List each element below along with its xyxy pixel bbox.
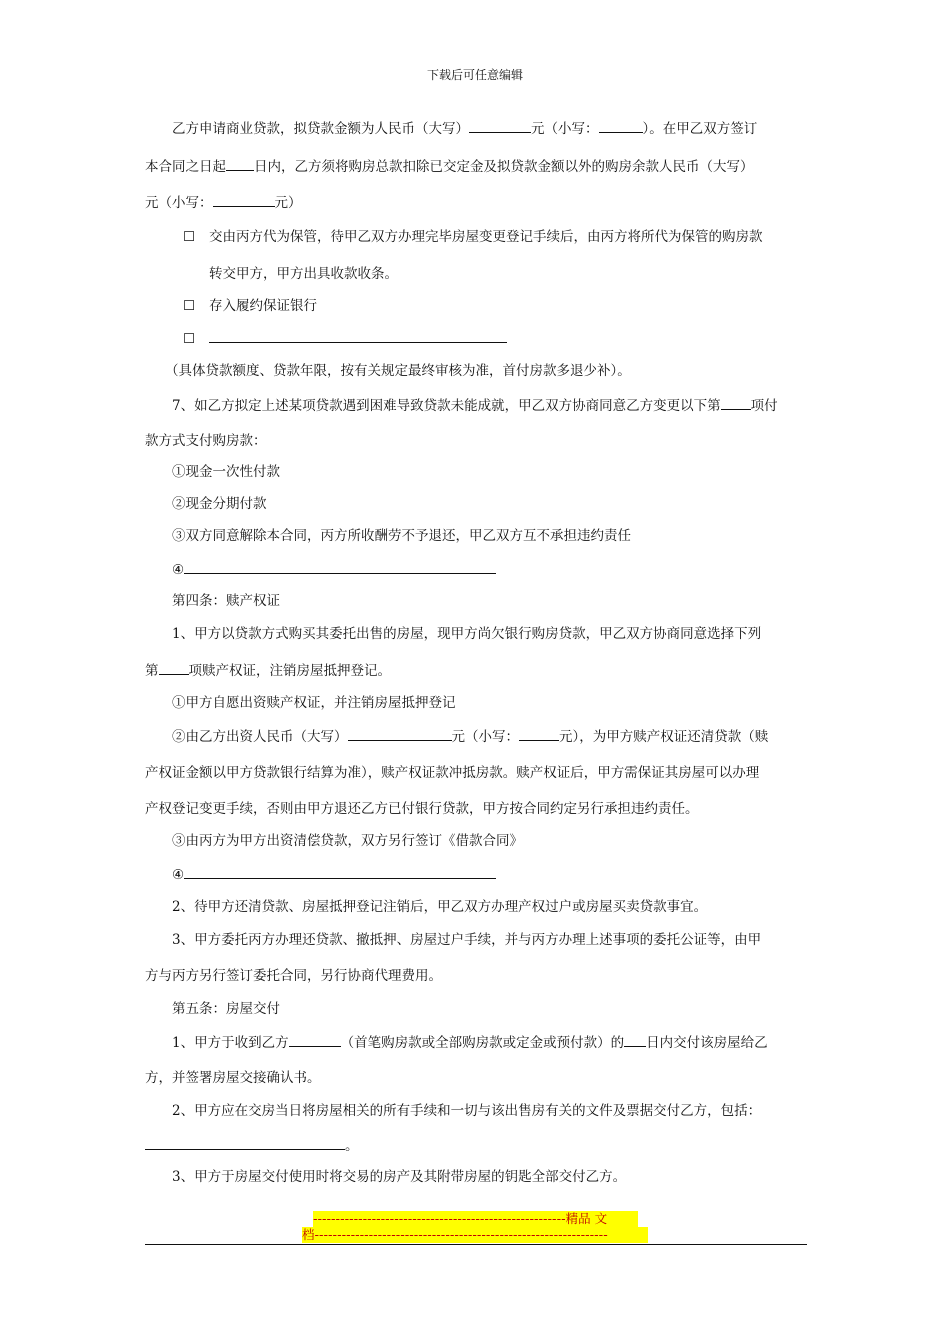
text: ④ xyxy=(172,867,185,883)
blank-field[interactable] xyxy=(289,1032,341,1047)
art5-p3: 3、甲方于房屋交付使用时将交易的房产及其附带房屋的钥匙全部交付乙方。 xyxy=(172,1169,627,1185)
option-3 xyxy=(183,328,507,349)
text: ④ xyxy=(172,562,185,578)
p1-line2 xyxy=(145,156,754,177)
art4-p1-line2 xyxy=(145,660,391,681)
text: 元（小写： xyxy=(451,729,519,745)
text: 第 xyxy=(145,663,159,679)
art5-p1-line1 xyxy=(172,1032,768,1053)
blank-field[interactable] xyxy=(519,726,559,741)
art4-option-1: ①甲方自愿出资赎产权证，并注销房屋抵押登记 xyxy=(172,695,456,711)
text: 元），为甲方赎产权证还清贷款（赎 xyxy=(559,729,769,745)
page-header: 下载后可任意编辑 xyxy=(426,68,523,82)
option-1 xyxy=(183,227,763,247)
article4-title: 第四条：赎产权证 xyxy=(172,593,280,609)
art4-p2: 2、待甲方还清贷款、房屋抵押登记注销后，甲乙双方办理产权过户或房屋买卖贷款事宜。 xyxy=(172,899,708,915)
text: （首笔购房款或全部购房款或定金或预付款）的 xyxy=(340,1035,625,1051)
checkbox-icon[interactable]: ☐ xyxy=(183,331,196,347)
art4-option-2-line3: 产权登记变更手续，否则由甲方退还乙方已付银行贷款，甲方按合同约定另行承担违约责任。 xyxy=(145,801,699,817)
p1-line3 xyxy=(145,192,302,213)
text: 元） xyxy=(274,195,302,211)
text: 项赎产权证，注销房屋抵押登记。 xyxy=(188,663,391,679)
text: 。 xyxy=(345,1138,359,1154)
art4-option-3: ③由丙方为甲方出资清偿贷款，双方另行签订《借款合同》 xyxy=(172,833,523,849)
text: 交由丙方代为保管，待甲乙双方办理完毕房屋变更登记手续后，由丙方将所代为保管的购房款 xyxy=(209,229,763,245)
item7-choice-1: ①现金一次性付款 xyxy=(172,464,280,480)
item7-choice-2: ②现金分期付款 xyxy=(172,496,267,512)
item7-line1 xyxy=(172,395,778,416)
article5-title: 第五条：房屋交付 xyxy=(172,1001,280,1017)
p1-line1 xyxy=(172,118,757,139)
blank-field[interactable] xyxy=(213,192,275,207)
art5-p2-line1: 2、甲方应在交房当日将房屋相关的所有手续和一切与该出售房有关的文件及票据交付乙方，包括： xyxy=(172,1103,762,1119)
text: 存入履约保证银行 xyxy=(209,298,317,314)
art4-option-2-line1 xyxy=(172,726,768,747)
text: 项付 xyxy=(750,398,778,414)
footer-text: 档 xyxy=(302,1227,315,1242)
footer-rule xyxy=(145,1244,807,1245)
text: ）。在甲乙双方签订 xyxy=(642,121,758,137)
blank-field[interactable] xyxy=(469,118,531,133)
art5-p2-line2 xyxy=(145,1135,359,1156)
art4-p1-line1: 1、甲方以贷款方式购买其委托出售的房屋，现甲方尚欠银行购房贷款，甲乙双方协商同意选择下列 xyxy=(172,626,762,642)
option-1-cont: 转交甲方，甲方出具收款收条。 xyxy=(209,266,398,282)
footer-line1 xyxy=(313,1211,638,1227)
text: 本合同之日起 xyxy=(145,159,226,175)
text: ②由乙方出资人民币（大写） xyxy=(172,729,348,745)
loan-note: （具体贷款额度、贷款年限，按有关规定最终审核为准，首付房款多退少补）。 xyxy=(165,363,631,379)
blank-field[interactable] xyxy=(348,726,452,741)
text: 1、甲方于收到乙方 xyxy=(172,1035,289,1051)
footer-line2 xyxy=(302,1227,648,1243)
blank-field[interactable] xyxy=(184,864,496,879)
item7-choice-3: ③双方同意解除本合同，丙方所收酬劳不予退还，甲乙双方互不承担违约责任 xyxy=(172,528,631,544)
text: 元（小写： xyxy=(531,121,599,137)
option-2 xyxy=(183,296,317,316)
checkbox-icon[interactable]: ☐ xyxy=(183,229,196,245)
blank-field[interactable] xyxy=(159,660,189,675)
art5-p1-line2: 方，并签署房屋交接确认书。 xyxy=(145,1070,321,1086)
art4-p3-line2: 方与丙方另行签订委托合同，另行协商代理费用。 xyxy=(145,968,442,984)
footer-text: 精品 文 xyxy=(565,1211,608,1226)
text: 7、如乙方拟定上述某项贷款遇到困难导致贷款未能成就，甲乙双方协商同意乙方变更以下第 xyxy=(172,398,721,414)
art4-p3-line1: 3、甲方委托丙方办理还贷款、撤抵押、房屋过户手续，并与丙方办理上述事项的委托公证等，由甲 xyxy=(172,932,762,948)
blank-field[interactable] xyxy=(721,395,751,410)
blank-field[interactable] xyxy=(209,328,507,343)
footer-dashes: ----------------------------------------------------------------- xyxy=(314,1227,608,1242)
checkbox-icon[interactable]: ☐ xyxy=(183,298,196,314)
blank-field[interactable] xyxy=(226,156,254,171)
blank-field[interactable] xyxy=(184,559,496,574)
blank-field[interactable] xyxy=(145,1135,345,1150)
text: 日内交付该房屋给乙 xyxy=(646,1035,768,1051)
text: 日内，乙方须将购房总款扣除已交定金及拟贷款金额以外的购房余款人民币（大写） xyxy=(254,159,754,175)
art4-option-2-line2: 产权证金额以甲方贷款银行结算为准），赎产权证款冲抵房款。赎产权证后，甲方需保证其房屋可以办理 xyxy=(145,765,760,781)
text: 乙方申请商业贷款，拟贷款金额为人民币（大写） xyxy=(172,121,469,137)
item7-choice-4 xyxy=(172,559,496,580)
blank-field[interactable] xyxy=(599,118,643,133)
text: 元（小写： xyxy=(145,195,213,211)
art4-option-4 xyxy=(172,864,496,885)
blank-field[interactable] xyxy=(624,1032,646,1047)
item7-line2: 款方式支付购房款： xyxy=(145,433,267,449)
footer-dashes: -------------------------------------------------------- xyxy=(313,1211,566,1226)
